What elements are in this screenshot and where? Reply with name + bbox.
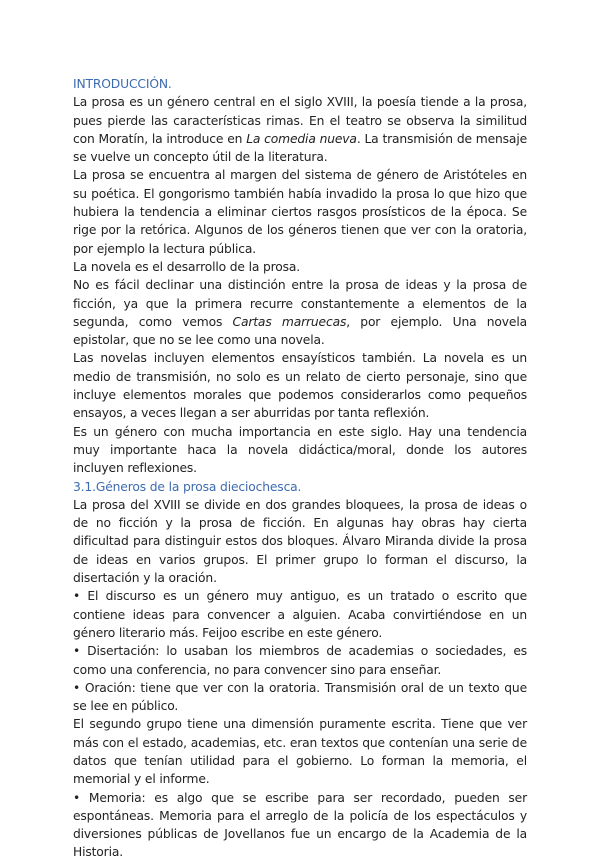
paragraph-1-italic-title: La comedia nueva [246,131,357,146]
bullet-discurso: • El discurso es un género muy antiguo, es un tratado o escrito que contiene ideas para convencer a alguien. Acaba convirtiéndose en un género literario más. Feijoo escribe en este género. [73,589,527,640]
paragraph-8: El segundo grupo tiene una dimensión puramente escrita. Tiene que ver más con el estado, academias, etc. eran textos que contenían una serie de datos que tenían utilidad para el gobierno. Lo forman la memoria, el memorial y el informe. [73,717,527,787]
paragraph-2: La prosa se encuentra al margen del sistema de género de Aristóteles en su poética. El gongorismo también había invadido la prosa lo que hizo que hubiera la tendencia a eliminar ciertos rasgos prosísticos de la época. Se rige por la retórica. Algunos de los géneros tienen que ver con la oratoria, por ejemplo la lectura pública. [73,168,527,256]
paragraph-4-text-b: , por ejemplo. Una novela epistolar, que no se lee como una novela. [73,314,527,348]
paragraph-4-italic-title: Cartas marruecas [232,314,347,329]
heading-introduccion: INTRODUCCIÓN. [73,77,172,91]
paragraph-3: La novela es el desarrollo de la prosa. [73,259,301,274]
paragraph-7: La prosa del XVIII se divide en dos grandes bloquees, la prosa de ideas o de no ficción y la prosa de ficción. En algunas hay obras hay cierta dificultad para distinguir estos dos bloques. Álvaro Miranda divide la prosa de ideas en varios grupos. El primer grupo lo forman el discurso, la disertación y la oración. [73,497,527,586]
paragraph-1-text-b: . La transmisión de mensaje se vuelve un concepto útil de la literatura. [73,131,528,165]
bullet-disertacion: • Disertación: lo usaban los miembros de academias o sociedades, es como una conferencia, no para convencer sino para enseñar. [73,644,527,677]
paragraph-4 [73,276,527,349]
bullet-memoria: • Memoria: es algo que se escribe para ser recordado, pueden ser espontáneas. Memoria para el arreglo de la policía de los espectáculos y diversiones públicas de Jovellanos fue un encargo de la Academia de la Historia. [73,790,527,860]
document-body [73,75,527,862]
paragraph-5: Las novelas incluyen elementos ensayísticos también. La novela es un medio de transmisión, no solo es un relato de cierto personaje, sino que incluye elementos morales que podemos considerarlos como pequeños ensayos, a veces llegan a ser aburridas por tanta reflexión. [73,351,527,421]
paragraph-1-text-a: La prosa es un género central en el siglo XVIII, la poesía tiende a la prosa, pues pierde las características rimas. En el teatro se observa la similitud con Moratín, la introduce en [73,95,527,146]
bullet-oracion: • Oración: tiene que ver con la oratoria. Transmisión oral de un texto que se lee en público. [73,680,527,714]
heading-section-3-1: 3.1.Géneros de la prosa dieciochesca. [73,479,302,494]
paragraph-4-text-a: No es fácil declinar una distinción entre la prosa de ideas y la prosa de ficción, ya que la primera recurre constantemente a elementos de la segunda, como vemos [73,278,527,329]
paragraph-1 [73,93,527,166]
paragraph-6: Es un género con mucha importancia en este siglo. Hay una tendencia muy importante haca la novela didáctica/moral, donde los autores incluyen reflexiones. [73,424,527,476]
